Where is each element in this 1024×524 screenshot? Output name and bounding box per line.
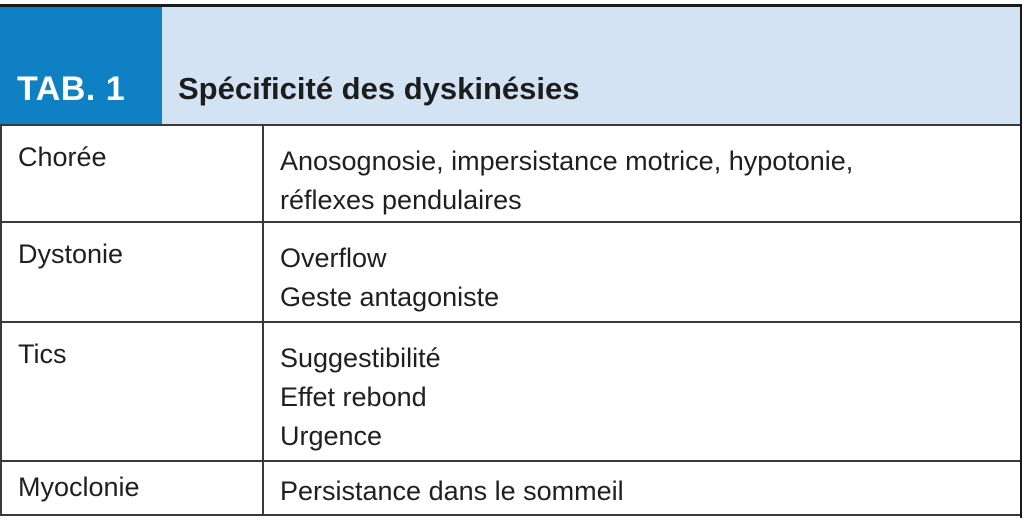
dyskinesia-table (0, 4, 1022, 518)
description-line: Urgence (280, 421, 383, 451)
term-label: Dystonie (18, 239, 124, 269)
description-line: Overflow (280, 243, 387, 273)
table-row (0, 321, 1020, 460)
term-label: Chorée (18, 142, 107, 172)
description-cell (280, 339, 1000, 456)
table-row (0, 124, 1020, 221)
description-line: Effet rebond (280, 382, 427, 412)
description-line: réflexes pendulaires (280, 185, 522, 215)
table-number-badge (0, 7, 162, 124)
description-line: Suggestibilité (280, 343, 441, 373)
description-cell (280, 142, 1000, 220)
table-header (0, 7, 1020, 124)
term-label: Myoclonie (18, 472, 140, 502)
term-cell (0, 462, 264, 514)
table-title: Spécificité des dyskinésies (178, 71, 580, 106)
term-cell (0, 223, 264, 321)
table-body (0, 124, 1020, 516)
table-row (0, 221, 1020, 321)
table-row (0, 460, 1020, 516)
term-cell (0, 126, 264, 221)
description-cell (280, 239, 1000, 317)
table-number: TAB. 1 (17, 70, 126, 108)
description-line: Persistance dans le sommeil (280, 476, 624, 506)
term-cell (0, 323, 264, 460)
description-cell (280, 472, 1000, 511)
term-label: Tics (18, 339, 67, 369)
description-line: Anosognosie, impersistance motrice, hypotonie, (280, 146, 854, 176)
description-line: Geste antagoniste (280, 282, 500, 312)
